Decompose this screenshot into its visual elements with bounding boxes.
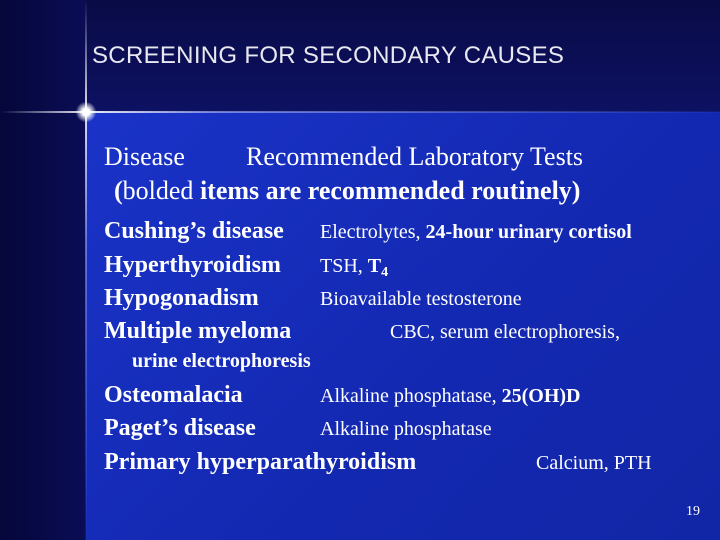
tests-hyperthyroidism: TSH, T4 bbox=[320, 255, 389, 280]
tests-hypogonadism: Bioavailable testosterone bbox=[320, 288, 522, 310]
left-band bbox=[0, 0, 86, 540]
tests-multiple-myeloma: CBC, serum electrophoresis, bbox=[390, 321, 620, 343]
header-note: (bolded items are recommended routinely) bbox=[114, 176, 581, 205]
page-number: 19 bbox=[686, 504, 700, 519]
column-header-disease: Disease bbox=[104, 142, 185, 171]
disease-hypogonadism: Hypogonadism bbox=[104, 285, 259, 311]
disease-pagets: Paget’s disease bbox=[104, 415, 256, 441]
tests-primary-hyperparathyroidism: Calcium, PTH bbox=[536, 452, 652, 474]
disease-multiple-myeloma: Multiple myeloma bbox=[104, 318, 292, 344]
slide-title: SCREENING FOR SECONDARY CAUSES bbox=[92, 42, 565, 69]
horizontal-accent-line bbox=[0, 111, 720, 113]
disease-cushings: Cushing’s disease bbox=[104, 218, 284, 244]
disease-osteomalacia: Osteomalacia bbox=[104, 382, 243, 408]
vertical-accent-line bbox=[85, 0, 87, 540]
tests-osteomalacia: Alkaline phosphatase, 25(OH)D bbox=[320, 385, 581, 407]
disease-hyperthyroidism: Hyperthyroidism bbox=[104, 252, 281, 278]
disease-primary-hyperparathyroidism: Primary hyperparathyroidism bbox=[104, 449, 417, 475]
tests-pagets: Alkaline phosphatase bbox=[320, 418, 492, 440]
header-note-bolded-word: bolded bbox=[122, 176, 194, 205]
tests-cushings: Electrolytes, 24-hour urinary cortisol bbox=[320, 221, 632, 243]
tests-multiple-myeloma-continued: urine electrophoresis bbox=[132, 350, 311, 372]
column-header-tests: Recommended Laboratory Tests bbox=[246, 142, 584, 171]
sparkle-icon bbox=[76, 102, 96, 122]
